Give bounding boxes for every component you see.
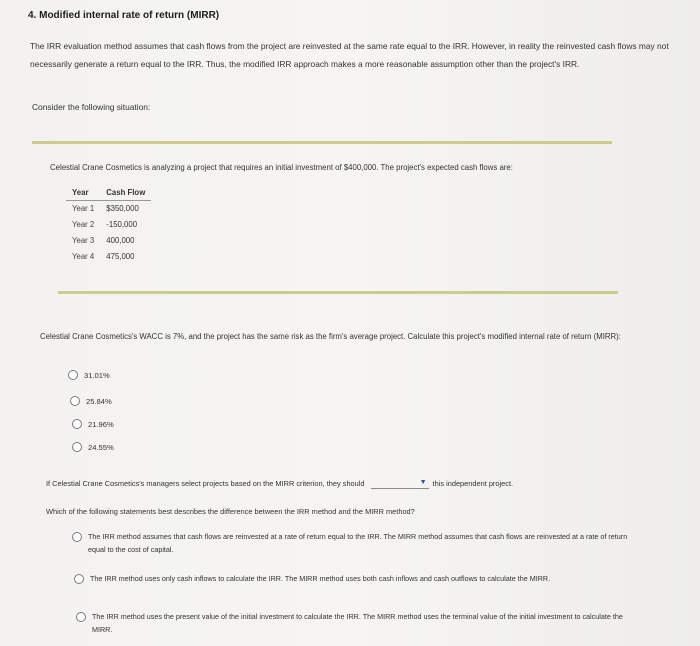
- statement-option-2[interactable]: [74, 572, 634, 585]
- dropdown-arrow-icon: ▼: [419, 479, 427, 486]
- scenario-text: Celestial Crane Cosmetics is analyzing a project that requires an initial investment of $400,000. The project's expected cash flows are:: [50, 163, 513, 172]
- header-year: Year: [66, 186, 100, 201]
- decision-text-after: this independent project.: [432, 479, 514, 488]
- divider-bottom: [58, 291, 618, 294]
- decision-question: [46, 478, 513, 489]
- cash-flow-cell: $350,000: [106, 204, 139, 213]
- table-row: [66, 217, 151, 233]
- option-label: 24.55%: [88, 442, 114, 452]
- cash-flow-table: [66, 186, 151, 265]
- irr-vs-mirr-question: Which of the following statements best describes the difference between the IRR method and the MIRR method?: [46, 507, 415, 516]
- year-cell: Year 3: [72, 236, 95, 245]
- consider-label: Consider the following situation:: [32, 102, 151, 112]
- mirr-option-1[interactable]: [68, 370, 110, 380]
- radio-button[interactable]: [72, 532, 82, 542]
- option-label: 21.96%: [88, 419, 114, 429]
- mirr-option-2[interactable]: [70, 396, 112, 406]
- radio-button[interactable]: [68, 370, 78, 380]
- cash-flow-cell: 400,000: [106, 236, 135, 245]
- divider-top: [32, 141, 612, 144]
- option-label: 31.01%: [84, 370, 110, 380]
- cash-flow-cell: -150,000: [106, 220, 138, 229]
- radio-button[interactable]: [74, 574, 84, 584]
- mirr-option-4[interactable]: [72, 442, 114, 452]
- statement-option-3[interactable]: [76, 610, 636, 636]
- table-row: [66, 233, 151, 249]
- decision-dropdown[interactable]: [371, 478, 429, 489]
- radio-button[interactable]: [76, 612, 86, 622]
- decision-text-before: If Celestial Crane Cosmetics's managers select projects based on the MIRR criterion, they should: [46, 479, 365, 488]
- radio-button[interactable]: [70, 396, 80, 406]
- year-cell: Year 1: [72, 204, 95, 213]
- radio-button[interactable]: [72, 442, 82, 452]
- mirr-option-3[interactable]: [72, 419, 114, 429]
- year-cell: Year 2: [72, 220, 95, 229]
- intro-paragraph: The IRR evaluation method assumes that cash flows from the project are reinvested at the same rate equal to the IRR. However, in reality the reinvested cash flows may not necessarily generate a return equal to the IRR. Thus, the modified IRR approach makes a more reasonable assumption other than the project's IRR.: [30, 41, 669, 69]
- mirr-question: Celestial Crane Cosmetics's WACC is 7%, and the project has the same risk as the firm's average project. Calculate this project's modified internal rate of return (MIRR):: [40, 332, 621, 341]
- cash-flow-cell: 475,000: [106, 252, 135, 261]
- table-row: [66, 249, 151, 265]
- year-cell: Year 4: [72, 252, 95, 261]
- option-label: 25.84%: [86, 396, 112, 406]
- table-header-row: [66, 186, 151, 201]
- section-title: 4. Modified internal rate of return (MIRR): [28, 10, 220, 21]
- statement-label: The IRR method uses only cash inflows to calculate the IRR. The MIRR method uses both cash inflows and cash outflows to calculate the MIRR.: [90, 574, 551, 583]
- header-cash-flow: Cash Flow: [100, 186, 151, 201]
- statement-label: The IRR method assumes that cash flows are reinvested at a rate of return equal to the IRR. The MIRR method assumes that cash flows are reinvested at a rate of return equal to the cost of capital.: [88, 532, 628, 554]
- statement-label: The IRR method uses the present value of the initial investment to calculate the IRR. The MIRR method uses the terminal value of the initial investment to calculate the MIRR.: [92, 612, 623, 634]
- radio-button[interactable]: [72, 419, 82, 429]
- table-row: [66, 201, 151, 218]
- statement-option-1[interactable]: [72, 530, 632, 556]
